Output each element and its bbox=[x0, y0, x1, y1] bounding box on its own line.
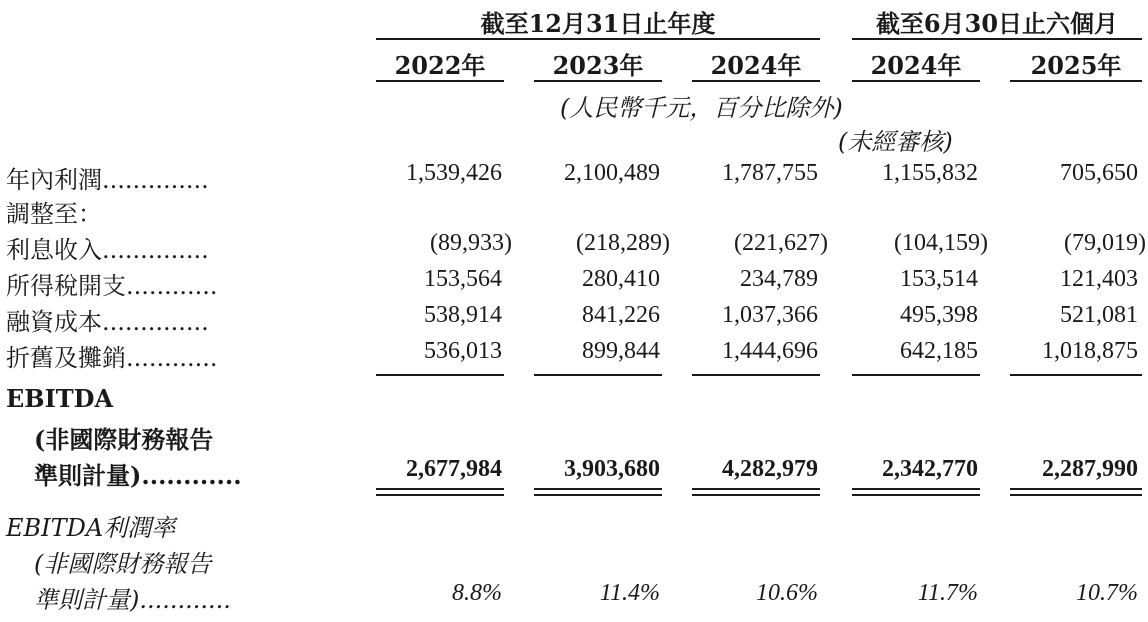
total-rule-top-2024 bbox=[692, 488, 820, 490]
total-rule-bottom-2024 bbox=[692, 494, 820, 496]
cell-profit-2024: 1,787,755 bbox=[722, 160, 818, 186]
year-header-2022: 2022年 bbox=[394, 51, 486, 80]
total-rule-top-2022 bbox=[376, 488, 504, 490]
cell-ebitda-2022: 2,677,984 bbox=[406, 456, 502, 482]
cell-ebitda-2024: 4,282,979 bbox=[722, 456, 818, 482]
row-label-depreciation: 折舊及攤銷............ bbox=[6, 344, 218, 372]
cell-ebitda-2025-hy: 2,287,990 bbox=[1042, 456, 1138, 482]
cell-depr-2025-hy: 1,018,875 bbox=[1042, 338, 1138, 364]
year-rule-2024 bbox=[692, 80, 820, 82]
subtotal-rule-2024 bbox=[692, 374, 820, 376]
total-rule-top-2024-hy bbox=[852, 488, 980, 490]
year-rule-2024-hy bbox=[852, 80, 980, 82]
cell-interest-2022: (89,933) bbox=[430, 230, 512, 256]
cell-finance-2024: 1,037,366 bbox=[722, 302, 818, 328]
ebitda-label-line1: EBITDA bbox=[6, 384, 114, 413]
cell-profit-2024-hy: 1,155,832 bbox=[882, 160, 978, 186]
cell-interest-2025-hy: (79,019) bbox=[1064, 230, 1146, 256]
cell-depr-2024: 1,444,696 bbox=[722, 338, 818, 364]
cell-depr-2024-hy: 642,185 bbox=[900, 338, 978, 364]
year-header-2025-hy: 2025年 bbox=[1030, 51, 1122, 80]
year-rule-2022 bbox=[376, 80, 504, 82]
cell-finance-2025-hy: 521,081 bbox=[1060, 302, 1138, 328]
subtotal-rule-2022 bbox=[376, 374, 504, 376]
cell-interest-2023: (218,289) bbox=[576, 230, 670, 256]
unaudited-note: (未經審核) bbox=[838, 128, 953, 156]
subtotal-rule-2025-hy bbox=[1010, 374, 1142, 376]
cell-interest-2024-hy: (104,159) bbox=[894, 230, 988, 256]
cell-tax-2025-hy: 121,403 bbox=[1060, 266, 1138, 292]
row-label-income-tax: 所得稅開支............ bbox=[6, 272, 218, 300]
year-header-2023: 2023年 bbox=[552, 51, 644, 80]
year-header-2024-hy: 2024年 bbox=[870, 51, 962, 80]
group-header-six-months: 截至6月30日止六個月 bbox=[875, 9, 1119, 38]
cell-interest-2024: (221,627) bbox=[734, 230, 828, 256]
cell-finance-2022: 538,914 bbox=[424, 302, 502, 328]
cell-tax-2024: 234,789 bbox=[740, 266, 818, 292]
cell-depr-2022: 536,013 bbox=[424, 338, 502, 364]
total-rule-bottom-2022 bbox=[376, 494, 504, 496]
ebitda-label-line2: (非國際財務報告 bbox=[34, 425, 214, 454]
cell-margin-2022: 8.8% bbox=[452, 580, 502, 606]
subtotal-rule-2024-hy bbox=[852, 374, 980, 376]
year-rule-2025-hy bbox=[1010, 80, 1142, 82]
row-label-finance-costs: 融資成本.............. bbox=[6, 308, 209, 336]
cell-margin-2024-hy: 11.7% bbox=[917, 580, 978, 606]
cell-profit-2022: 1,539,426 bbox=[406, 160, 502, 186]
cell-tax-2024-hy: 153,514 bbox=[900, 266, 978, 292]
cell-depr-2023: 899,844 bbox=[582, 338, 660, 364]
year-rule-2023 bbox=[534, 80, 662, 82]
cell-finance-2024-hy: 495,398 bbox=[900, 302, 978, 328]
total-rule-top-2025-hy bbox=[1010, 488, 1142, 490]
cell-ebitda-2023: 3,903,680 bbox=[564, 456, 660, 482]
year-header-2024: 2024年 bbox=[710, 51, 802, 80]
subtotal-rule-2023 bbox=[534, 374, 662, 376]
margin-label-line3: 準則計量)............ bbox=[34, 586, 231, 614]
margin-label-line2: (非國際財務報告 bbox=[34, 550, 212, 578]
ebitda-label-line3: 準則計量)............ bbox=[34, 461, 242, 490]
total-rule-bottom-2023 bbox=[534, 494, 662, 496]
total-rule-bottom-2025-hy bbox=[1010, 494, 1142, 496]
cell-ebitda-2024-hy: 2,342,770 bbox=[882, 456, 978, 482]
row-label-interest-income: 利息收入.............. bbox=[6, 236, 209, 264]
cell-tax-2023: 280,410 bbox=[582, 266, 660, 292]
cell-profit-2025-hy: 705,650 bbox=[1060, 160, 1138, 186]
group-header-fiscal-year: 截至12月31日止年度 bbox=[480, 9, 716, 38]
cell-finance-2023: 841,226 bbox=[582, 302, 660, 328]
unit-note: (人民幣千元，百分比除外) bbox=[560, 94, 843, 122]
group-rule-fiscal-year bbox=[376, 38, 820, 40]
group-rule-six-months bbox=[852, 38, 1142, 40]
total-rule-top-2023 bbox=[534, 488, 662, 490]
margin-label-line1: EBITDA利潤率 bbox=[6, 514, 176, 542]
total-rule-bottom-2024-hy bbox=[852, 494, 980, 496]
cell-tax-2022: 153,564 bbox=[424, 266, 502, 292]
cell-margin-2024: 10.6% bbox=[756, 580, 818, 606]
cell-margin-2025-hy: 10.7% bbox=[1076, 580, 1138, 606]
cell-margin-2023: 11.4% bbox=[599, 580, 660, 606]
row-label-adjusted-for: 調整至： bbox=[6, 200, 102, 228]
cell-profit-2023: 2,100,489 bbox=[564, 160, 660, 186]
row-label-profit: 年內利潤.............. bbox=[6, 166, 209, 194]
